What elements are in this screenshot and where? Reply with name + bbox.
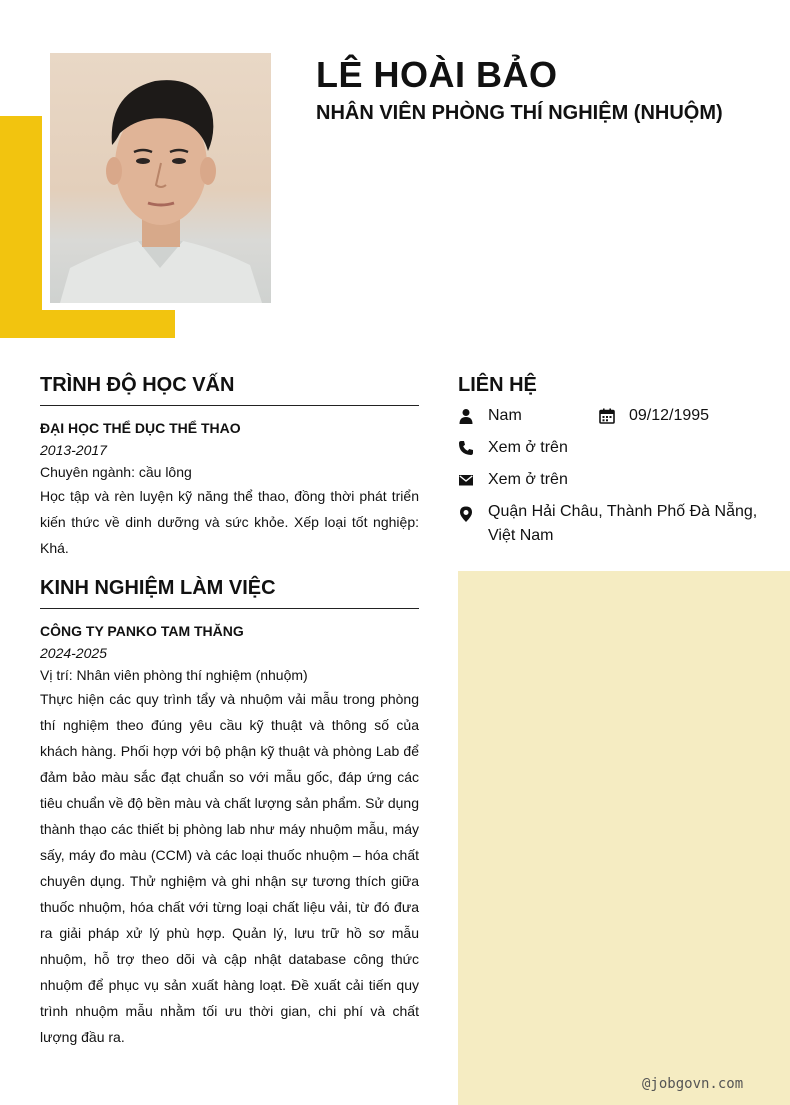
experience-position: Vị trí: Nhân viên phòng thí nghiệm (nhuộm) xyxy=(40,667,308,683)
contact-address xyxy=(458,500,758,548)
phone-icon xyxy=(458,440,474,456)
education-school: ĐẠI HỌC THỂ DỤC THỂ THAO xyxy=(40,420,241,436)
accent-bar-horizontal xyxy=(0,310,175,338)
job-title: NHÂN VIÊN PHÒNG THÍ NGHIỆM (NHUỘM) xyxy=(316,102,723,124)
email-value: Xem ở trên xyxy=(488,471,568,488)
left-column xyxy=(40,374,419,1050)
contact-email xyxy=(458,468,758,492)
education-period: 2013-2017 xyxy=(40,442,107,458)
calendar-icon xyxy=(599,408,615,424)
experience-description: Thực hiện các quy trình tẩy và nhuộm vải mẫu trong phòng thí nghiệm theo đúng yêu cầu kỹ thuật và thông số của khách hàng. Phối hợp với bộ phận kỹ thuật và phòng Lab để đảm bảo màu sắc đạt chuẩn so với mẫu gốc, đáp ứng các tiêu chuẩn về độ bền màu và chất lượng sản phẩm. Sử dụng thành thạo các thiết bị phòng lab như máy nhuộm mẫu, máy sấy, máy đo màu (CCM) và các loại thuốc nhuộm – hóa chất chuyên dụng. Thử nghiệm và ghi nhận sự tương thích giữa thuốc nhuộm, hóa chất với từng loại chất liệu vải, từ đó đưa ra giải pháp xử lý phù hợp. Quản lý, lưu trữ hồ sơ mẫu nhuộm, hỗ trợ theo dõi và cập nhật database công thức nhuộm để phục vụ sản xuất hàng loạt. Đề xuất cải tiến quy trình nhuộm mẫu nhằm tối ưu thời gian, chi phí và chất lượng đầu ra. xyxy=(40,691,419,1045)
person-icon xyxy=(458,408,474,424)
education-description: Học tập và rèn luyện kỹ năng thể thao, đồng thời phát triển kiến thức về dinh dưỡng và sức khỏe. Xếp loại tốt nghiệp: Khá. xyxy=(40,488,419,556)
experience-heading: KINH NGHIỆM LÀM VIỆC xyxy=(40,577,419,609)
mail-icon xyxy=(458,472,474,488)
experience-section xyxy=(40,577,419,1050)
experience-company: CÔNG TY PANKO TAM THĂNG xyxy=(40,623,244,639)
dob-value: 09/12/1995 xyxy=(629,407,710,424)
contact-section xyxy=(458,374,758,544)
experience-period: 2024-2025 xyxy=(40,645,107,661)
education-section xyxy=(40,374,419,561)
address-value: Quận Hải Châu, Thành Phố Đà Nẵng, Việt Nam xyxy=(488,503,758,544)
contact-phone xyxy=(458,436,758,460)
contact-dob xyxy=(599,404,758,428)
profile-photo xyxy=(50,53,271,303)
watermark: @jobgovn.com xyxy=(642,1076,744,1092)
decorative-panel xyxy=(458,571,790,1105)
contact-gender xyxy=(458,404,598,428)
contact-heading: LIÊN HỆ xyxy=(458,374,537,396)
education-heading: TRÌNH ĐỘ HỌC VẤN xyxy=(40,374,419,406)
candidate-name: LÊ HOÀI BẢO xyxy=(316,54,558,95)
location-icon xyxy=(458,505,474,523)
education-major: Chuyên ngành: cầu lông xyxy=(40,464,192,480)
gender-value: Nam xyxy=(488,407,522,424)
accent-bar-vertical xyxy=(0,116,42,338)
phone-value: Xem ở trên xyxy=(488,439,568,456)
